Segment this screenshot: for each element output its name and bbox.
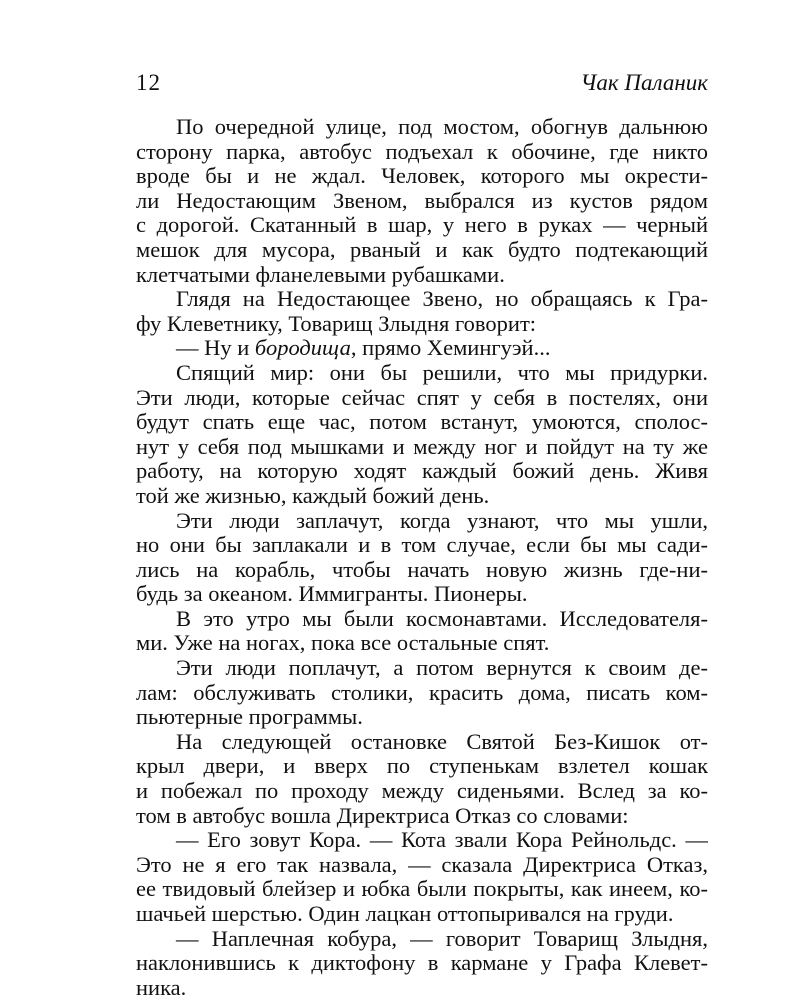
- text-line: В это утро мы были космонавтами. Исследователя-: [176, 606, 708, 631]
- text-line: Эти люди поплачут, а потом вернутся к своим де-: [176, 656, 708, 681]
- text-line: с дорогой. Скатанный в шар, у него в руках — черный: [136, 213, 708, 238]
- text-line: фу Клеветнику, Товарищ Злыдня говорит:: [136, 311, 537, 336]
- running-head-author: Чак Паланик: [580, 70, 708, 95]
- text-line: ли Недостающим Звеном, выбрался из кустов рядом: [136, 188, 708, 213]
- text-line: ника.: [136, 975, 187, 1000]
- text-line: работу, на которую ходят каждый божий день. Живя: [136, 459, 708, 484]
- text-line: На следующей остановке Святой Без-Кишок от-: [176, 729, 708, 754]
- text-line: — Его зовут Кора. — Кота звали Кора Рейнольдс. —: [176, 828, 708, 853]
- text-line: наклонившись к диктофону в кармане у Графа Клевет-: [136, 951, 708, 976]
- text-line: лам: обслуживать столики, красить дома, писать ком-: [136, 680, 708, 705]
- text-line: лись на корабль, чтобы начать новую жизнь где-ни-: [136, 557, 708, 582]
- text-line: крыл двери, и вверх по ступенькам взлетел кошак: [136, 754, 708, 779]
- text-line: нут у себя под мышками и между ног и пойдут на ту же: [136, 434, 708, 459]
- italic-word: бородища: [254, 336, 351, 361]
- text-line: Глядя на Недостающее Звено, но обращаясь к Гра-: [176, 287, 708, 312]
- page-header: [136, 70, 708, 102]
- text-line: сторону парка, автобус подъехал к обочине, где никто: [136, 139, 708, 164]
- text-line: Это не я его так назвала, — сказала Директриса Отказ,: [136, 852, 708, 877]
- text-line: Спящий мир: они бы решили, что мы придурки.: [176, 360, 708, 385]
- text-line: Эти люди заплачут, когда узнают, что мы ушли,: [176, 508, 708, 533]
- text-line: По очередной улице, под мостом, обогнув дальнюю: [176, 115, 708, 139]
- body-text: [136, 115, 708, 1000]
- text-line: Эти люди, которые сейчас спят у себя в постелях, они: [136, 385, 708, 410]
- page-number: 12: [136, 70, 161, 95]
- text-line: будут спать еще час, потом встанут, умоются, сполос-: [136, 410, 708, 435]
- text-line: той же жизнью, каждый божий день.: [136, 483, 490, 508]
- text-line: ее твидовый блейзер и юбка были покрыты, как инеем, ко-: [136, 877, 708, 902]
- text-line: вроде бы и не ждал. Человек, которого мы окрести-: [136, 164, 708, 189]
- text-line: клетчатыми фланелевыми рубашками.: [136, 262, 505, 287]
- text-line: ми. Уже на ногах, пока все остальные спят.: [136, 631, 550, 656]
- text-line: будь за океаном. Иммигранты. Пионеры.: [136, 582, 528, 607]
- text-line: и побежал по проходу между сиденьями. Вслед за ко-: [136, 779, 708, 804]
- text-line: том в автобус вошла Директриса Отказ со словами:: [136, 803, 629, 828]
- text-line: мешок для мусора, рваный и как будто подтекающий: [136, 237, 708, 262]
- text-line: пьютерные программы.: [136, 705, 363, 730]
- text-line: шачьей шерстью. Один лацкан оттопыривался на груди.: [136, 902, 674, 926]
- text-line: но они бы заплакали и в том случае, если бы мы сади-: [136, 533, 708, 558]
- text-line: — Ну и бородища, прямо Хемингуэй...: [176, 336, 551, 361]
- text-line: — Наплечная кобура, — говорит Товарищ Злыдня,: [176, 926, 708, 951]
